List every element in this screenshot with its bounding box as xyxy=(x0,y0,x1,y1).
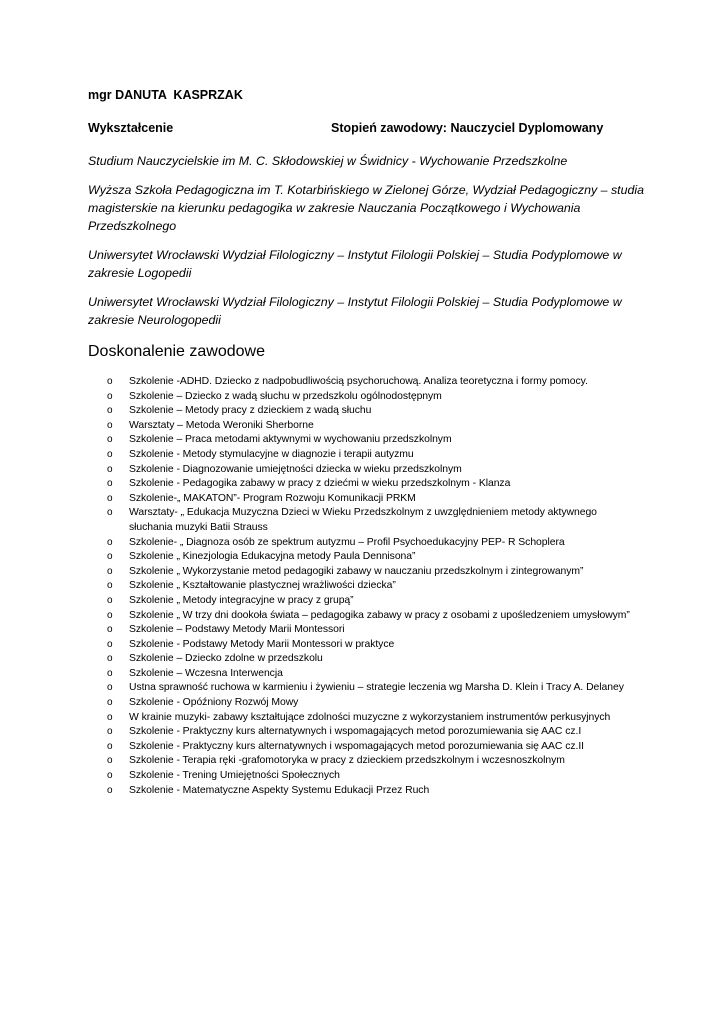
bullet-marker: o xyxy=(107,594,113,606)
professional-degree: Stopień zawodowy: Nauczyciel Dyplomowany xyxy=(331,121,604,135)
bullet-marker: o xyxy=(107,667,113,679)
training-item-text: Szkolenie - Podstawy Metody Marii Montessori w praktyce xyxy=(129,638,395,650)
bullet-marker: o xyxy=(107,580,113,592)
training-item-text: Szkolenie - Diagnozowanie umiejętności dziecka w wieku przedszkolnym xyxy=(129,463,462,475)
training-item xyxy=(107,448,642,463)
training-item-text: Szkolenie - Praktyczny kurs alternatywnych i wspomagających metod porozumiewania się AAC cz.II xyxy=(129,740,584,752)
training-item-text: Warsztaty- „ Edukacja Muzyczna Dzieci w Wieku Przedszkolnym z uwzględnieniem metody aktywnego słuchania muzyki Batii Strauss xyxy=(129,507,597,533)
training-item xyxy=(107,579,642,594)
training-item xyxy=(107,784,642,799)
training-item xyxy=(107,477,642,492)
training-item-text: Szkolenie – Podstawy Metody Marii Montessori xyxy=(129,624,345,636)
training-item xyxy=(107,711,642,726)
bullet-marker: o xyxy=(107,755,113,767)
bullet-marker: o xyxy=(107,507,113,519)
bullet-marker: o xyxy=(107,565,113,577)
bullet-marker: o xyxy=(107,726,113,738)
training-item-text: Warsztaty – Metoda Weroniki Sherborne xyxy=(129,419,314,431)
person-name: mgr DANUTA KASPRZAK xyxy=(88,88,243,102)
training-item-text: Szkolenie „ W trzy dni dookoła świata – pedagogika zabawy w pracy z osobami z upośledzeniem umysłowym” xyxy=(129,609,630,621)
training-item-text: Szkolenie-„ MAKATON”- Program Rozwoju Komunikacji PRKM xyxy=(129,492,416,504)
training-item xyxy=(107,609,642,624)
training-item xyxy=(107,506,642,535)
training-item xyxy=(107,681,642,696)
bullet-marker: o xyxy=(107,609,113,621)
bullet-marker: o xyxy=(107,653,113,665)
training-item-text: Szkolenie - Opóźniony Rozwój Mowy xyxy=(129,697,299,709)
training-item xyxy=(107,696,642,711)
bullet-marker: o xyxy=(107,638,113,650)
training-item-text: Szkolenie - Terapia ręki -grafomotoryka w pracy z dzieckiem przedszkolnym i wczesnoszkolnym xyxy=(129,755,565,767)
bullet-marker: o xyxy=(107,697,113,709)
training-item xyxy=(107,769,642,784)
section-title: Doskonalenie zawodowe xyxy=(88,343,265,360)
bullet-marker: o xyxy=(107,551,113,563)
bullet-marker: o xyxy=(107,492,113,504)
training-item xyxy=(107,638,642,653)
training-item xyxy=(107,725,642,740)
training-item xyxy=(107,433,642,448)
bullet-marker: o xyxy=(107,448,113,460)
training-item-text: Szkolenie – Praca metodami aktywnymi w wychowaniu przedszkolnym xyxy=(129,434,452,446)
training-item xyxy=(107,463,642,478)
training-item-text: Szkolenie - Matematyczne Aspekty Systemu Edukacji Przez Ruch xyxy=(129,784,430,796)
bullet-marker: o xyxy=(107,434,113,446)
training-item-text: Szkolenie - Trening Umiejętności Społecznych xyxy=(129,770,340,782)
bullet-marker: o xyxy=(107,682,113,694)
bullet-marker: o xyxy=(107,784,113,796)
training-item xyxy=(107,419,642,434)
training-item xyxy=(107,667,642,682)
training-item xyxy=(107,594,642,609)
training-item-text: Szkolenie „ Metody integracyjne w pracy z grupą” xyxy=(129,594,354,606)
bullet-marker: o xyxy=(107,770,113,782)
training-item xyxy=(107,536,642,551)
training-item-text: Ustna sprawność ruchowa w karmieniu i żywieniu – strategie leczenia wg Marsha D. Klein i Tracy A. Delaney xyxy=(129,682,624,694)
training-item xyxy=(107,565,642,580)
bullet-marker: o xyxy=(107,711,113,723)
training-item xyxy=(107,550,642,565)
training-item xyxy=(107,754,642,769)
training-item-text: Szkolenie „ Kinezjologia Edukacyjna metody Paula Dennisona” xyxy=(129,551,416,563)
training-item-text: Szkolenie – Metody pracy z dzieckiem z wadą słuchu xyxy=(129,405,372,417)
training-item xyxy=(107,390,642,405)
training-item-text: Szkolenie – Dziecko z wadą słuchu w przedszkolu ogólnodostępnym xyxy=(129,390,442,402)
training-item-text: Szkolenie - Metody stymulacyjne w diagnozie i terapii autyzmu xyxy=(129,448,414,460)
bullet-marker: o xyxy=(107,740,113,752)
training-item-text: Szkolenie „ Wykorzystanie metod pedagogiki zabawy w nauczaniu przedszkolnym i zintegrowanym” xyxy=(129,565,584,577)
bullet-marker: o xyxy=(107,463,113,475)
bullet-marker: o xyxy=(107,478,113,490)
training-item-text: Szkolenie „ Kształtowanie plastycznej wrażliwości dziecka” xyxy=(129,580,396,592)
bullet-marker: o xyxy=(107,390,113,402)
bullet-marker: o xyxy=(107,419,113,431)
education-item: Studium Nauczycielskie im M. C. Skłodowskiej w Świdnicy - Wychowanie Przedszkolne xyxy=(88,154,568,168)
training-item xyxy=(107,740,642,755)
bullet-marker: o xyxy=(107,405,113,417)
education-list xyxy=(88,152,648,340)
bullet-marker: o xyxy=(107,624,113,636)
education-heading: Wykształcenie xyxy=(88,121,174,135)
training-item xyxy=(107,623,642,638)
education-item: Wyższa Szkoła Pedagogiczna im T. Kotarbińskiego w Zielonej Górze, Wydział Pedagogiczny – studia magisterskie na kierunku pedagogika w zakresie Nauczania Początkowego i Wychowania Przedszkolnego xyxy=(88,183,645,233)
training-item xyxy=(107,375,642,390)
training-item xyxy=(107,652,642,667)
bullet-marker: o xyxy=(107,536,113,548)
training-item-text: W krainie muzyki- zabawy kształtujące zdolności muzyczne z wykorzystaniem instrumentów perkusyjnych xyxy=(129,711,611,723)
training-item-text: Szkolenie – Wczesna Interwencja xyxy=(129,667,283,679)
training-item xyxy=(107,404,642,419)
education-item: Uniwersytet Wrocławski Wydział Filologiczny – Instytut Filologii Polskiej – Studia Podyplomowe w zakresie Logopedii xyxy=(88,248,622,280)
training-item-text: Szkolenie - Pedagogika zabawy w pracy z dziećmi w wieku przedszkolnym - Klanza xyxy=(129,478,511,490)
training-item-text: Szkolenie- „ Diagnoza osób ze spektrum autyzmu – Profil Psychoedukacyjny PEP- R Schoplera xyxy=(129,536,565,548)
training-list xyxy=(107,375,642,798)
training-item xyxy=(107,492,642,507)
training-item-text: Szkolenie - Praktyczny kurs alternatywnych i wspomagających metod porozumiewania się AAC cz.I xyxy=(129,726,582,738)
training-item-text: Szkolenie -ADHD. Dziecko z nadpobudliwością psychoruchową. Analiza teoretyczna i formy pomocy. xyxy=(129,376,588,387)
education-item: Uniwersytet Wrocławski Wydział Filologiczny – Instytut Filologii Polskiej – Studia Podyplomowe w zakresie Neurologopedii xyxy=(88,295,622,327)
bullet-marker: o xyxy=(107,376,113,387)
training-item-text: Szkolenie – Dziecko zdolne w przedszkolu xyxy=(129,653,323,665)
